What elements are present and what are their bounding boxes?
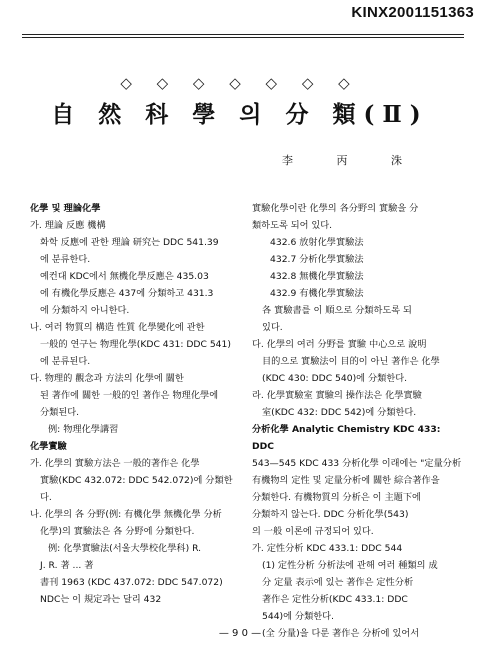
text-line: 에 有機化學反應은 437에 分類하고 431.3 [40,288,214,299]
page-number: — 9 0 — [218,628,262,639]
text-line: 類하도록 되어 있다. [252,220,333,231]
text-line: 다. 化學의 여러 分野를 實驗 中心으로 說明 [252,339,427,350]
text-line: 化學)의 實驗法은 各 分野에 分類한다. [40,526,195,537]
text-line: 나. 여러 物質의 構造 性質 化學變化에 관한 [30,322,205,333]
text-line: 나. 化學의 各 分野(例: 有機化學 無機化學 分析 [30,509,222,520]
text-line: 화학 反應에 관한 理論 研究는 DDC 541.39 [40,237,219,248]
text-line: 예컨대 KDC에서 無機化學反應은 435.03 [40,271,209,282]
text-line: 室(KDC 432: DDC 542)에 分類한다. [262,407,417,418]
text-line: 가. 化學의 實驗方法은 一般的著作은 化學 [30,458,200,469]
title-decoration: ◇ ◇ ◇ ◇ ◇ ◇ ◇ [120,74,360,92]
text-line: 化學 및 理論化學 [30,203,101,214]
text-line: 432.9 有機化學實驗法 [270,288,364,299]
text-line: 543—545 KDC 433 分析化學 이래에는 "定量分析 [252,458,462,469]
text-line: 分類한다. 有機物質의 分析은 이 主題下에 [252,492,421,503]
right-column [252,200,464,642]
text-line: (全 分量)을 다룬 著作은 分析에 있어서 [262,628,420,639]
text-line: 있다. [262,322,283,333]
text-line: 544)에 分類한다. [262,611,334,622]
text-line: 다. [40,492,52,503]
top-rule [22,34,464,35]
text-line: 에 분류된다. [40,356,91,367]
text-line: J. R. 著 ... 著 [40,560,94,571]
text-line: 分析化學 Analytic Chemistry KDC 433: DDC [252,424,441,452]
text-line: 書刊 1963 (KDC 437.072: DDC 547.072) [40,577,223,588]
text-line: 實驗(KDC 432.072: DDC 542.072)에 分類한 [40,475,233,486]
text-line: 化學實驗 [30,441,67,452]
text-line: 가. 理論 反應 機構 [30,220,106,231]
text-line: 라. 化學實驗室 實驗의 操作法은 化學實驗 [252,390,422,401]
article-title: 自 然 科 學 의 分 類(Ⅱ) [51,101,429,128]
text-line: 例: 物理化學講習 [48,424,119,435]
text-line: 一般的 연구는 物理化學(KDC 431: DDC 541) [40,339,231,350]
text-line: 著作은 定性分析(KDC 433.1: DDC [262,594,408,605]
text-line: NDC는 이 規定과는 달리 432 [40,594,162,605]
text-line: 目的으로 實驗法이 目的이 아닌 著作은 化學 [262,356,440,367]
text-line: 가. 定性分析 KDC 433.1: DDC 544 [252,543,403,554]
text-line: 된 著作에 關한 一般的인 著作은 物理化學에 [40,390,219,401]
text-line: 各 實驗書를 이 順으로 分類하도록 되 [262,305,412,316]
text-line: 實驗化學이란 化學의 各分野의 實驗을 分 [252,203,419,214]
text-line: 432.6 放射化學實驗法 [270,237,364,248]
text-line: 分類하지 않는다. DDC 分析化學(543) [252,509,409,520]
text-line: 의 一般 이론에 규정되어 있다. [252,526,374,537]
text-line: 432.8 無機化學實驗法 [270,271,364,282]
text-line: (KDC 430: DDC 540)에 分類한다. [262,373,408,384]
text-line: 分 定量 表示에 있는 著作은 定性分析 [262,577,414,588]
text-line: 432.7 分析化學實驗法 [270,254,364,265]
text-line: 다. 物理的 觀念과 方法의 化學에 關한 [30,373,184,384]
text-line: 에 分類하지 아니한다. [40,305,130,316]
text-line: 分類된다. [40,407,80,418]
author-name: 李 丙 洙 [282,154,422,167]
document-id: KINX2001151363 [351,4,474,21]
text-line: (1) 定性分析 分析法에 관해 여러 種類의 成 [262,560,438,571]
text-line: 例: 化學實驗法(서울大學校化學科) R. [48,543,202,554]
top-rule-inner [22,37,464,38]
text-line: 有機物의 定性 및 定量分析에 關한 綜合著作을 [252,475,440,486]
text-line: 에 분류한다. [40,254,91,265]
left-column [30,200,238,608]
